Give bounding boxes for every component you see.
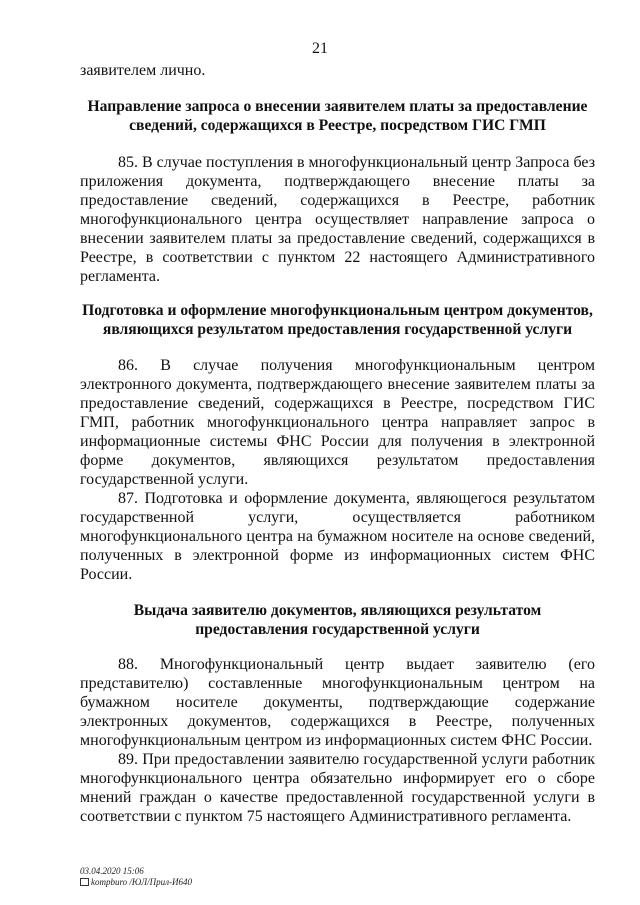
- footer-path-line: [80, 877, 192, 888]
- file-icon: [80, 878, 89, 886]
- paragraph-89: 89. При предоставлении заявителю государственной услуги работник многофункционального центра обязательно информирует его о сборе мнений граждан о качестве предоставленной государственной услуги в соответствии с пунктом 75 настоящего Административного регламента.: [80, 751, 595, 825]
- heading-line: Выдача заявителю документов, являющихся результатом: [133, 602, 542, 619]
- paragraph-85: 85. В случае поступления в многофункциональный центр Запроса без приложения документа, подтверждающего внесение платы за предоставление сведений, содержащихся в Реестре, работник многофункционального центра осуществляет направление запроса о внесении заявителем платы за предоставление сведений, содержащихся в Реестре, в соответствии с пунктом 22 настоящего Административного регламента.: [80, 154, 596, 285]
- paragraph-86: 86. В случае получения многофункциональным центром электронного документа, подтверждающего внесение заявителем платы за предоставление сведений, содержащихся в Реестре, посредством ГИС ГМП, работник многофункционального центра направляет запрос в информационные системы ФНС России для получения в электронной форме документов, являющихся результатом предоставления государственной услуги.: [80, 357, 595, 488]
- section-heading-preparation: [80, 301, 595, 339]
- heading-line: сведений, содержащихся в Реестре, посредством ГИС ГМП: [129, 117, 546, 134]
- document-body: [80, 61, 595, 826]
- heading-line: предоставления государственной услуги: [195, 621, 480, 638]
- section-heading-issuance: [80, 601, 595, 639]
- heading-line: Подготовка и оформление многофункциональным центром документов,: [82, 302, 593, 319]
- page-number: 21: [312, 40, 328, 57]
- heading-line: являющихся результатом предоставления государственной услуги: [102, 321, 573, 338]
- paragraph-88: 88. Многофункциональный центр выдает заявителю (его представителю) составленные многофункциональным центром на бумажном носителе документы, подтверждающие содержание электронных документов, содержащихся в Реестре, полученных многофункциональным центром из информационных систем ФНС России.: [80, 656, 595, 749]
- footer-path: kompburo /ЮЛ/Прил-И640: [91, 877, 192, 887]
- section-heading-gis-gmp: [80, 97, 595, 135]
- heading-line: Направление запроса о внесении заявителем платы за предоставление: [87, 98, 588, 115]
- lead-text: заявителем лично.: [80, 62, 206, 79]
- paragraph-87: 87. Подготовка и оформление документа, являющегося результатом государственной услуги, осуществляется работником многофункционального центра на бумажном носителе на основе сведений, полученных в электронной форме из информационных систем ФНС России.: [80, 490, 595, 583]
- footer-date: 03.04.2020 15:06: [80, 866, 144, 876]
- document-footer: [80, 866, 192, 888]
